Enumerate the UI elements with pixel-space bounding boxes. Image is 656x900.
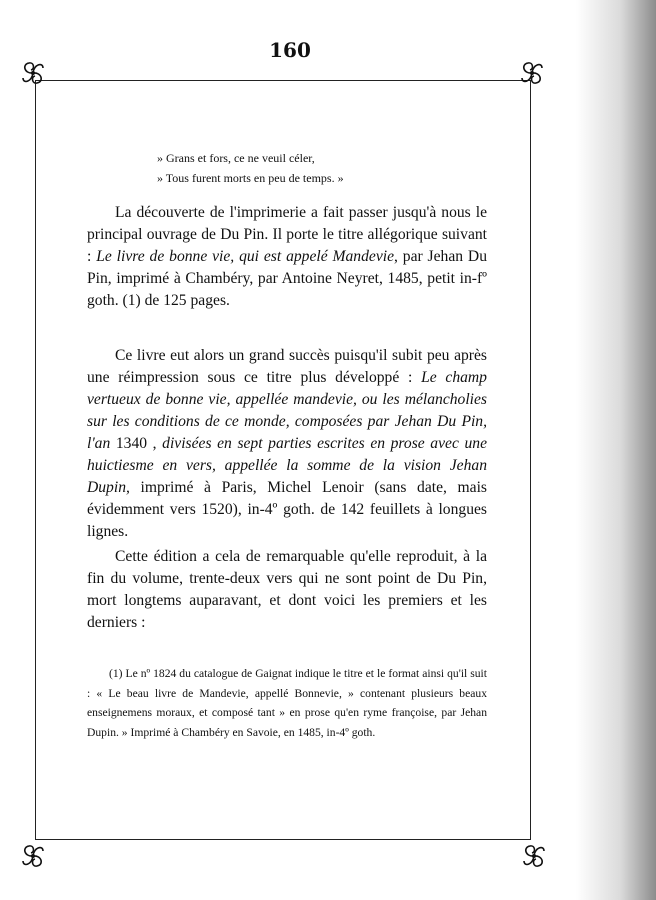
fleuron-icon bbox=[521, 843, 547, 869]
paragraph-text: Cette édition a cela de remarquable qu'elle reproduit, à la fin du volume, trente-deux vers qui ne sont point de Du Pin, mort longtems auparavant, et dont voici les premiers et les derniers : bbox=[87, 548, 487, 631]
fleuron-icon bbox=[20, 843, 46, 869]
footnote-text: (1) Le nº 1824 du catalogue de Gaignat indique le titre et le format ainsi qu'il suit : « Le beau livre de Mandevie, appellé Bonnevie, » contenant plusieurs beaux enseignemens moraux, et composé tant » en prose qu'en ryme françoise, par Jehan Dupin. » Imprimé à Chambéry en Savoie, en 1485, in-4º goth. bbox=[87, 667, 487, 739]
year: 1340 , bbox=[110, 435, 163, 452]
paragraph-3 bbox=[87, 546, 487, 634]
book-title: divisées en sept parties escrites en prose avec une huictiesme en vers, appellée la somme de la vision Jehan Dupin, bbox=[87, 435, 487, 496]
page-number: 160 bbox=[269, 38, 311, 62]
book-title: Le champ vertueux de bonne vie, appellée mandevie, ou les mélancholies sur les conditions de ce monde, composées par Jehan Du Pin, l'an bbox=[87, 369, 487, 452]
paragraph-2 bbox=[87, 345, 487, 543]
verse-line: » Grans et fors, ce ne veuil céler, bbox=[157, 151, 315, 165]
paragraph-1 bbox=[87, 202, 487, 312]
book-title: Le livre de bonne vie, qui est appelé Mandevie bbox=[96, 248, 394, 265]
fleuron-icon bbox=[20, 60, 46, 86]
verse-quote bbox=[157, 148, 457, 188]
verse-line: » Tous furent morts en peu de temps. » bbox=[157, 171, 344, 185]
fleuron-icon bbox=[519, 60, 545, 86]
paragraph-text: , par Jehan Du Pin, imprimé à Chambéry, par Antoine Neyret, 1485, petit in-fº goth. (1) de 125 pages. bbox=[87, 248, 487, 309]
paragraph-text: La découverte de l'imprimerie a fait passer jusqu'à nous le principal ouvrage de Du Pin. Il porte le titre allégorique suivant : bbox=[87, 204, 487, 265]
page-edge-shadow bbox=[576, 0, 656, 900]
paragraph-text: Ce livre eut alors un grand succès puisqu'il subit peu après une réimpression sous ce titre plus développé : bbox=[87, 347, 487, 386]
paragraph-text: imprimé à Paris, Michel Lenoir (sans date, mais évidemment vers 1520), in-4º goth. de 142 feuillets à longues lignes. bbox=[87, 479, 487, 540]
footnote bbox=[87, 664, 487, 742]
